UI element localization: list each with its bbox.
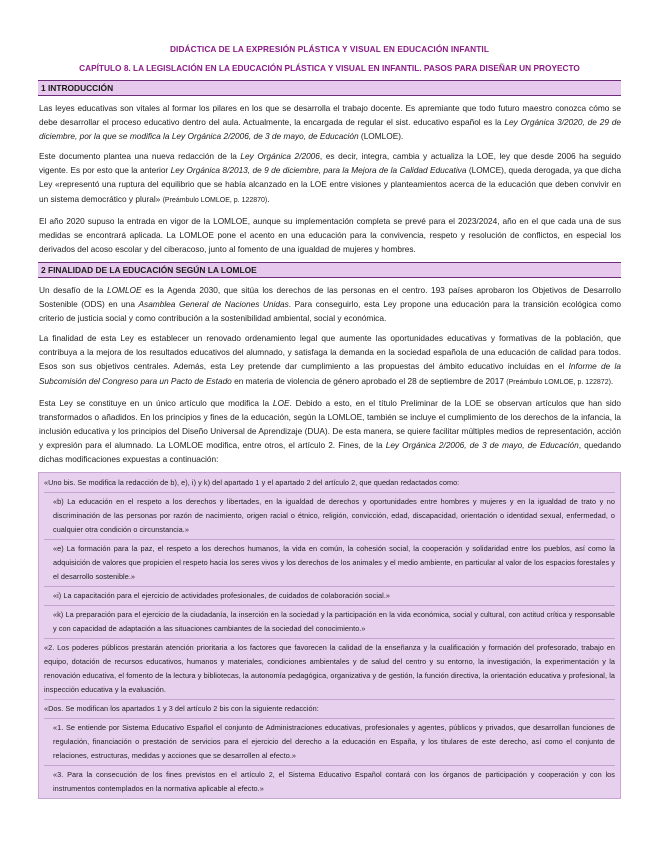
quote-item-3: «3. Para la consecución de los fines previstos en el artículo 2, el Sistema Educativo Español contará con los órganos de participación y cooperación y con los instrumentos contemplados en la normativa aplicable al efecto.» <box>53 770 615 794</box>
quote-item-b: «b) La educación en el respeto a los derechos y libertades, en la igualdad de derechos y oportunidades entre hombres y mujeres y en la igualdad de trato y no discriminación de las personas por razón de nacimiento, origen racial o étnico, religión, convicción, edad, discapacidad, orientación o identidad sexual, enfermedad, o cualquier otra condición o circunstancia.» <box>53 497 615 535</box>
intro-paragraph-2: Este documento plantea una nueva redacción de la Ley Orgánica 2/2006, es decir, integra, cambia y actualiza la LOE, ley que desde 2006 ha seguido vigente. Es por esto que la anterior Ley Orgánica 8/2013, de 9 de diciembre, para la Mejora de la Calidad Educativa (LOMCE), queda derogada, ya que dicha Ley «representó una ruptura del equilibrio que se había alcanzado en la LOE entre visiones y planteamientos acerca de la educación que deben convivir en un sistema democrático y plural» (Preámbulo LOMLOE, p. 122870). <box>39 151 622 204</box>
finalidad-paragraph-3: Esta Ley se constituye en un único artículo que modifica la LOE. Debido a esto, en el título Preliminar de la LOE se observan artículos que han sido transformados o añadidos. En los principios y fines de la educación, según la LOMLOE, también se incluye el cumplimiento de los derechos de la infancia, la inclusión educativa y los principios del Diseño Universal de Aprendizaje (DUA). De esta manera, se quiere facilitar múltiples medios de representación, acción y expresión para el alumnado. La LOMLOE modifica, entre otros, el artículo 2. Fines, de la Ley Orgánica 2/2006, de 3 de mayo, de Educación, quedando dichas modificaciones expuestas a continuación: <box>39 397 622 464</box>
section-heading-finalidad: 2 FINALIDAD DE LA EDUCACIÓN SEGÚN LA LOMLOE <box>38 262 621 278</box>
finalidad-paragraph-2: La finalidad de esta Ley es establecer un renovado ordenamiento legal que aumente las oportunidades educativas y formativas de la población, que contribuya a la mejora de los resultados educativos del alumnado, y satisfaga la demanda en la sociedad española de una educación de calidad para todos. Esos son sus objetivos centrales. Además, esta Ley pretende dar cumplimiento a las propuestas del ámbito educativo incluidas en el Informe de la Subcomisión del Congreso para un Pacto de Estado en materia de violencia de género aprobado el 28 de septiembre de 2017 (Preámbulo LOMLOE, p. 122872). <box>39 333 621 386</box>
quote-line-uno-bis: «Uno bis. Se modifica la redacción de b), e), i) y k) del apartado 1 y el apartado 2 del artículo 2, que quedan redactados como: <box>44 478 460 488</box>
document-title: DIDÁCTICA DE LA EXPRESIÓN PLÁSTICA Y VISUAL EN EDUCACIÓN INFANTIL <box>169 44 490 54</box>
quote-item-1: «1. Se entiende por Sistema Educativo Español el conjunto de Administraciones educativas, profesionales y agentes, públicos y privados, que desarrollan funciones de regulación, financiación o prestación de servicios para el ejercicio del derecho a la educación en España, y los titulares de este derecho, así como el conjunto de relaciones, estructuras, medidas y acciones que se desarrollen al efecto.» <box>53 723 615 761</box>
quote-item-e: «e) La formación para la paz, el respeto a los derechos humanos, la vida en común, la cohesión social, la cooperación y solidaridad entre los pueblos, así como la adquisición de valores que propicien el respeto hacia los seres vivos y los derechos de los animales y el medio ambiente, en particular al valor de los espacios forestales y el desarrollo sostenible.» <box>53 544 615 582</box>
quote-item-k: «k) La preparación para el ejercicio de la ciudadanía, la inserción en la sociedad y la participación en la vida económica, social y cultural, con actitud crítica y responsable y con capacidad de adaptación a las situaciones cambiantes de la sociedad del conocimiento.» <box>53 610 615 634</box>
quote-line-dos: «Dos. Se modifican los apartados 1 y 3 del artículo 2 bis con la siguiente redacción: <box>44 704 319 714</box>
chapter-title: CAPÍTULO 8. LA LEGISLACIÓN EN LA EDUCACIÓN PLÁSTICA Y VISUAL EN INFANTIL. PASOS PARA DISEÑAR UN PROYECTO <box>79 63 580 73</box>
intro-paragraph-1: Las leyes educativas son vitales al formar los pilares en los que se desarrolla el trabajo docente. Es apremiante que todo futuro maestro conozca cómo se debe desarrollar el proceso educativo dentro del aula. Actualmente, la encargada de regular el sist. educativo español es la Ley Orgánica 3/2020, de 29 de diciembre, por la que se modifica la Ley Orgánica 2/2006, de 3 de mayo, de Educación (LOMLOE). <box>39 103 621 142</box>
intro-paragraph-3: El año 2020 supuso la entrada en vigor de la LOMLOE, aunque su implementación completa se prevé para el 2023/2024, año en el que cada una de sus medidas se encontrará aplicada. La LOMLOE pone el acento en una educación para la convivencia, respeto y resolución de conflictos, en especial los derivados del acoso escolar y del ciberacoso, junto al fomento de una igualdad de mujeres y hombres. <box>39 215 621 254</box>
finalidad-paragraph-1: Un desafío de la LOMLOE es la Agenda 2030, que sitúa los derechos de las personas en el centro. 193 países aprobaron los Objetivos de Desarrollo Sostenible (ODS) en una Asamblea General de Naciones Unidas. Para conseguirlo, esta Ley propone una educación para la transición ecológica como criterio de justicia social y como contribución a la sostenibilidad ambiental, social y económica. <box>39 284 621 324</box>
section-heading-introduccion: 1 INTRODUCCIÓN <box>38 80 621 96</box>
legal-quote-box <box>38 472 621 799</box>
quote-item-i: «i) La capacitación para el ejercicio de actividades profesionales, de cuidados de colaboración social.» <box>53 591 391 601</box>
quote-item-2: «2. Los poderes públicos prestarán atención prioritaria a los factores que favorecen la calidad de la enseñanza y la cualificación y formación del profesorado, trabajo en equipo, dotación de recursos educativos, humanos y materiales, condiciones ambientales y de salud del centro y su entorno, la investigación, la experimentación y la renovación educativa, el fomento de la lectura y bibliotecas, la autonomía pedagógica, organizativa y de gestión, la función directiva, la orientación educativa y profesional, la inspección educativa y la evaluación. <box>44 643 615 695</box>
